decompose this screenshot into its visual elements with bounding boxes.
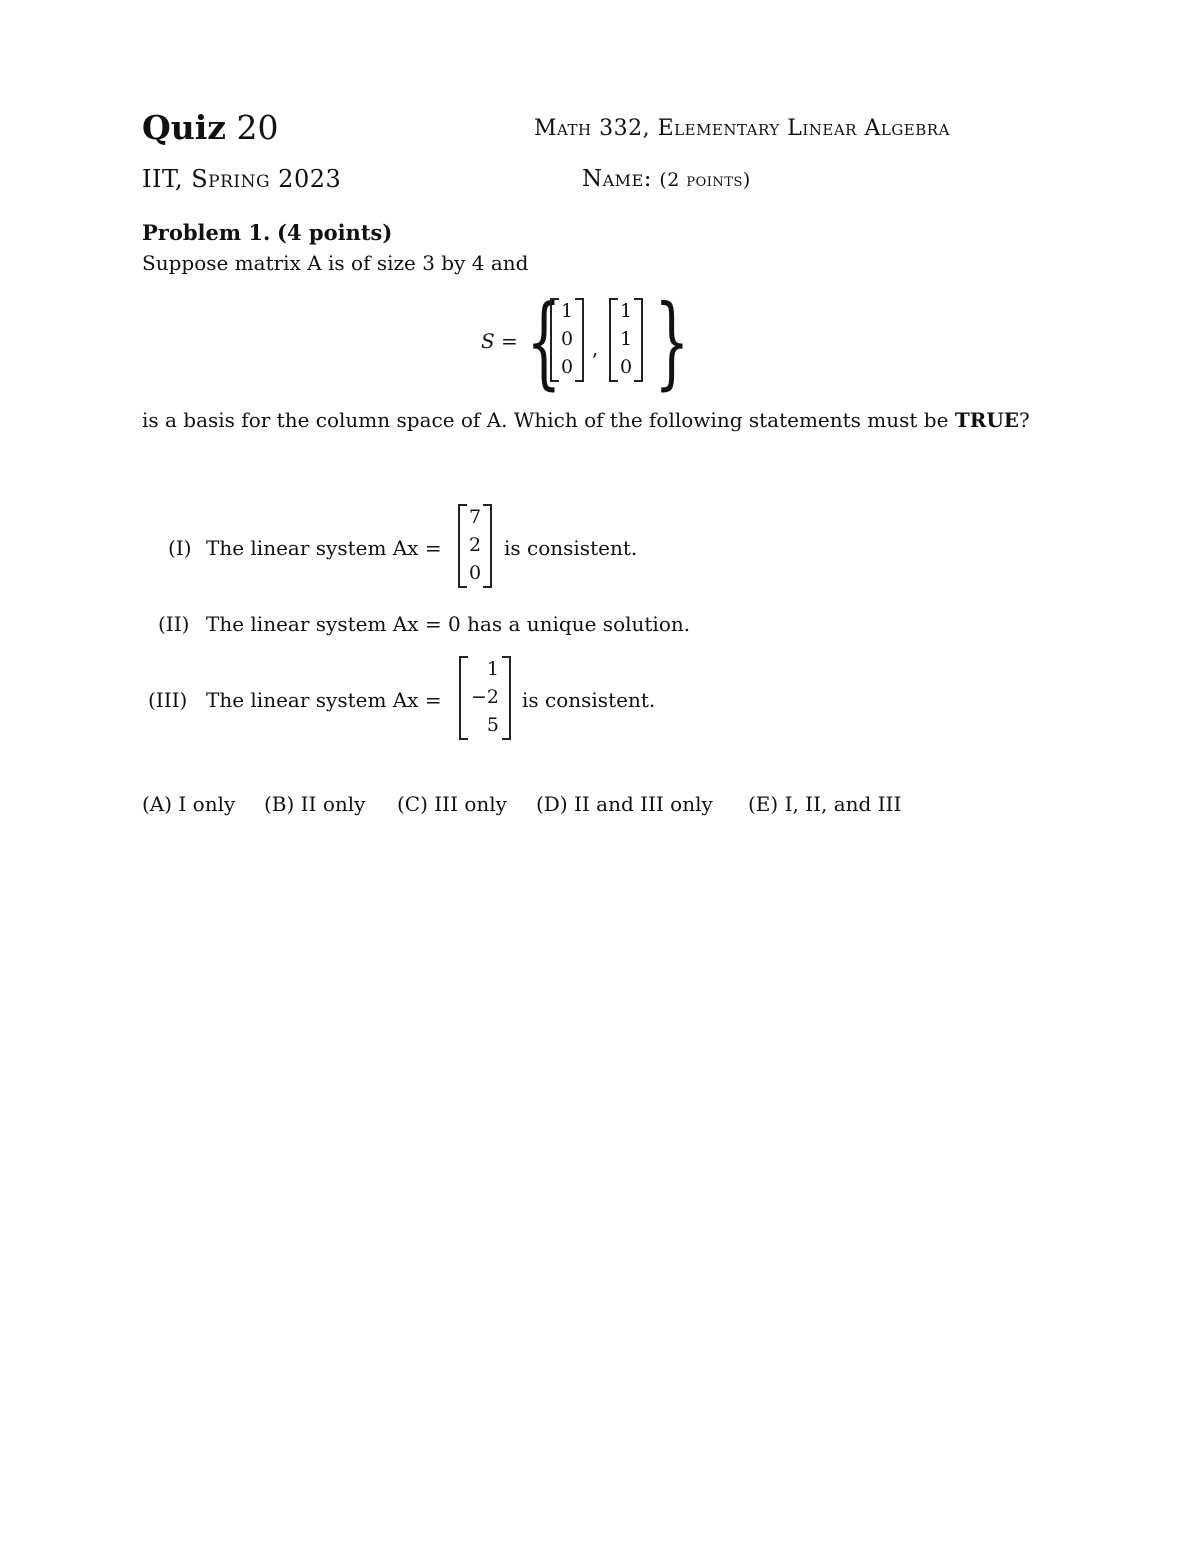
basis-text: is a basis for the column space of A. Which of the following statements must be xyxy=(142,408,949,432)
right-brace: } xyxy=(654,283,690,400)
matrix-entry: 0 xyxy=(619,356,633,378)
matrix-entry: −2 xyxy=(470,686,499,708)
statement-3-suffix: is consistent. xyxy=(522,688,656,712)
statement-1-suffix: is consistent. xyxy=(504,536,638,560)
statement-3-num: (III) xyxy=(148,688,188,712)
choice-e: (E) I, II, and III xyxy=(748,792,902,816)
left-brace: { xyxy=(526,283,562,400)
problem-points: (4 points) xyxy=(277,220,393,245)
matrix-entry: 0 xyxy=(560,356,574,378)
choice-c: (C) III only xyxy=(397,792,507,816)
quiz-title xyxy=(142,108,279,147)
problem-intro: Suppose matrix A is of size 3 by 4 and xyxy=(142,251,529,275)
statement-1-vector xyxy=(458,504,492,588)
statement-1-text: The linear system Ax = xyxy=(206,536,442,560)
matrix-entry: 1 xyxy=(619,328,633,350)
name-field xyxy=(582,166,751,192)
statement-2-num: (II) xyxy=(158,612,190,636)
statement-1-num: (I) xyxy=(168,536,192,560)
statement-3-vector xyxy=(459,656,511,740)
comma: , xyxy=(592,336,599,360)
choice-b: (B) II only xyxy=(264,792,366,816)
course-title: Math 332, Elementary Linear Algebra xyxy=(534,116,950,141)
choice-d: (D) II and III only xyxy=(536,792,713,816)
set-label: S = xyxy=(481,329,518,353)
question-mark: ? xyxy=(1019,408,1030,432)
quiz-word: Quiz xyxy=(142,108,227,147)
problem-label: Problem 1. xyxy=(142,220,271,245)
matrix-entry: 1 xyxy=(619,300,633,322)
basis-statement xyxy=(142,408,1030,432)
statement-2-text: The linear system Ax = 0 has a unique solution. xyxy=(206,612,691,636)
statement-3-text: The linear system Ax = xyxy=(206,688,442,712)
basis-vector-2 xyxy=(609,298,643,382)
matrix-entry: 2 xyxy=(468,534,482,556)
matrix-entry: 0 xyxy=(560,328,574,350)
matrix-entry: 5 xyxy=(486,714,499,736)
matrix-entry: 0 xyxy=(468,562,482,584)
problem-heading xyxy=(142,220,392,245)
matrix-entry: 1 xyxy=(560,300,574,322)
true-emphasis: TRUE xyxy=(954,408,1020,432)
matrix-entry: 1 xyxy=(486,658,499,680)
term: IIT, Spring 2023 xyxy=(142,165,342,193)
name-label: Name: xyxy=(582,166,652,192)
basis-vector-1 xyxy=(550,298,584,382)
matrix-entry: 7 xyxy=(468,506,482,528)
name-points: (2 points) xyxy=(659,169,751,191)
choice-a: (A) I only xyxy=(142,792,236,816)
quiz-number: 20 xyxy=(236,108,279,147)
